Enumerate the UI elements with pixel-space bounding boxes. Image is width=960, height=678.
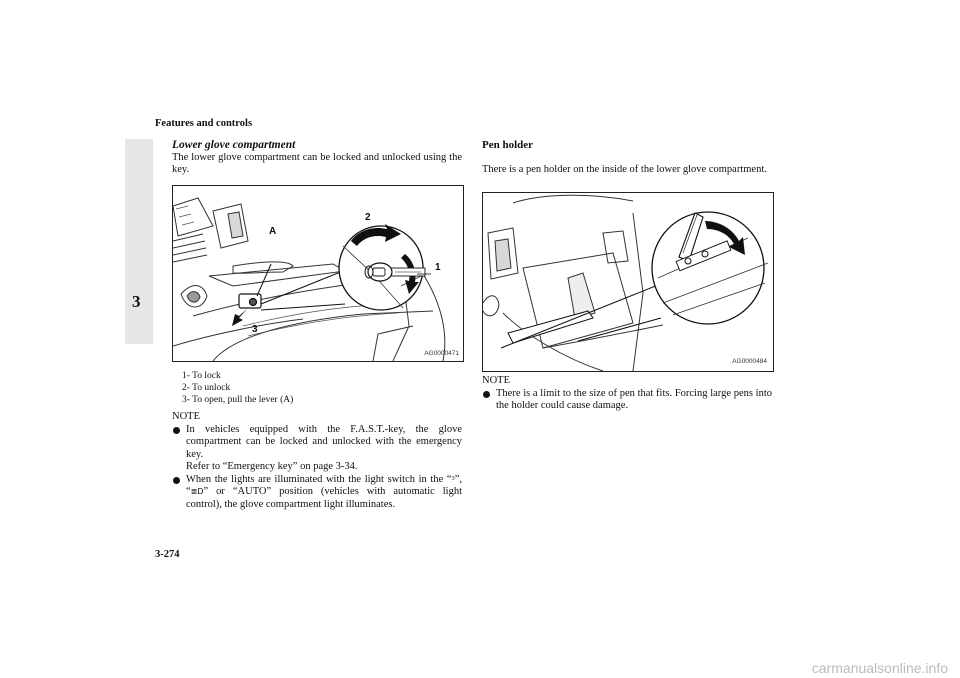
figure-code: AG0000484 [732,358,767,365]
note-item-text: In vehicles equipped with the F.A.S.T.-key, the glove compartment can be locked and unlocked with the emergency key. [186,423,462,460]
pen-holder-illustration [483,193,773,371]
chapter-tab [125,139,153,344]
figure-captions [182,370,462,406]
right-column [482,139,772,176]
figure-code: AG0000471 [424,350,459,357]
callout-A: A [269,226,277,237]
callout-3: 3 [252,324,258,335]
glove-compartment-illustration [173,186,463,361]
left-column [172,139,462,177]
page-number: 3-274 [155,549,180,560]
note-reference: Refer to “Emergency key” on page 3-34. [186,461,358,472]
note-item-fast-key [172,424,462,474]
callout-2: 2 [365,212,371,223]
note-title: NOTE [482,375,510,386]
right-note [482,375,772,413]
caption-2: 2- To unlock [182,383,231,393]
pen-holder-figure [482,192,774,372]
callout-1: 1 [435,262,441,273]
bullet-icon [483,391,490,398]
note-title: NOTE [172,411,200,422]
note-text-part: When the lights are illuminated with the light switch in the “ [186,473,452,485]
section-heading-glove: Lower glove compartment [172,139,296,151]
caption-1: 1- To lock [182,371,221,381]
note-item-light [172,474,462,512]
watermark: carmanualsonline.info [811,660,948,676]
glove-compartment-figure [172,185,464,362]
page-header: Features and controls [155,118,253,129]
section-heading-pen: Pen holder [482,139,534,151]
note-item-text: There is a limit to the size of pen that fits. Forcing large pens into the holder could cause damage. [496,387,772,411]
headlamp-icon: ≣D [190,487,204,496]
note-text-part: ”, “ [186,473,462,497]
chapter-tab-number: 3 [132,292,141,311]
caption-3: 3- To open, pull the lever (A) [182,395,294,405]
left-note [172,411,462,511]
glove-intro: The lower glove compartment can be locked and unlocked using the key. [172,151,462,175]
pen-intro: There is a pen holder on the inside of the lower glove compartment. [482,163,767,175]
bullet-icon [173,427,180,434]
position-lamp-icon: ᴲ [451,474,455,484]
bullet-icon [173,477,180,484]
note-item-pen [482,388,772,413]
note-text-part: ” or “AUTO” position (vehicles with automatic light control), the glove compartment light illuminates. [186,486,462,510]
